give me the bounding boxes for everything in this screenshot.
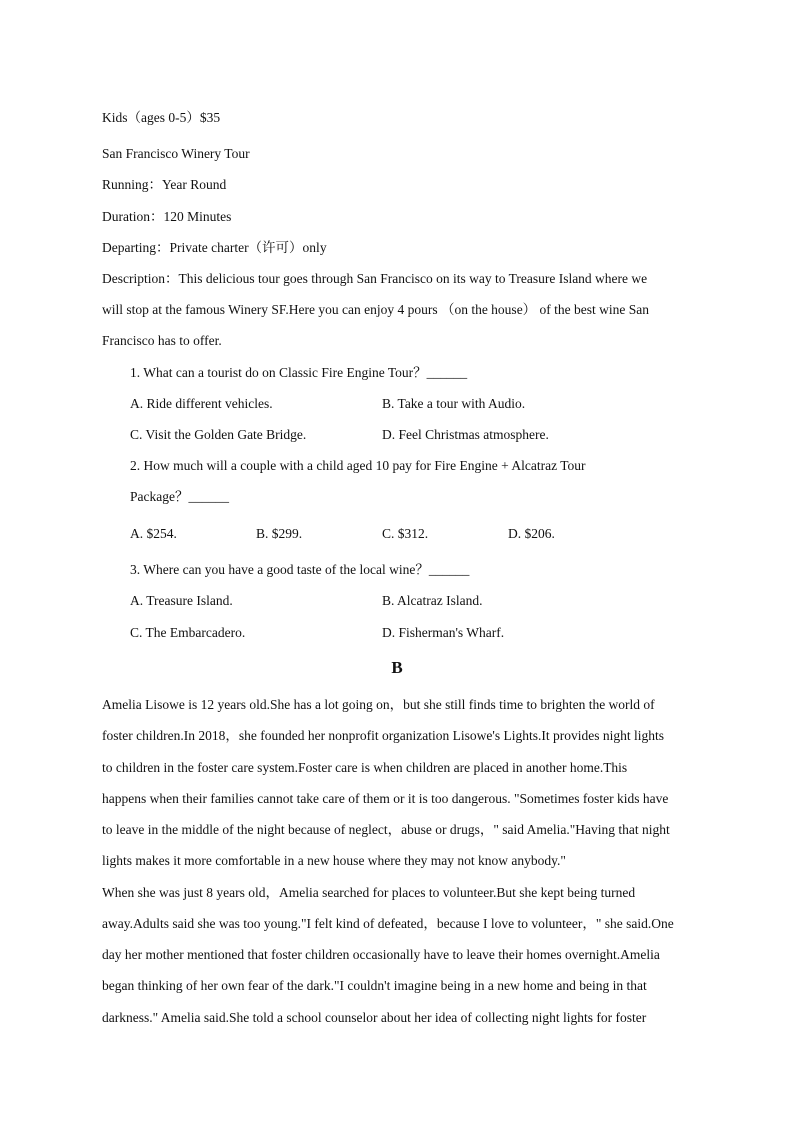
passage-line: away.Adults said she was too young."I felt kind of defeated，because I love to volunteer，" she said.One	[102, 916, 674, 931]
question-2-option-a[interactable]: A. $254.	[130, 526, 177, 541]
passage-line: Amelia Lisowe is 12 years old.She has a lot going on，but she still finds time to brighten the world of	[102, 697, 655, 712]
question-1-stem: 1. What can a tourist do on Classic Fire Engine Tour？______	[130, 365, 468, 380]
question-1-option-a[interactable]: A. Ride different vehicles.	[130, 396, 273, 411]
tour-name: San Francisco Winery Tour	[102, 146, 250, 161]
passage-line: to leave in the middle of the night because of neglect，abuse or drugs，" said Amelia."Having that night	[102, 822, 670, 837]
question-3-option-d[interactable]: D. Fisherman's Wharf.	[382, 625, 505, 640]
passage-line: lights makes it more comfortable in a new house where they may not know anybody."	[102, 853, 566, 868]
question-1-option-d[interactable]: D. Feel Christmas atmosphere.	[382, 427, 549, 442]
passage-line: darkness." Amelia said.She told a school counselor about her idea of collecting night lights for foster	[102, 1010, 647, 1025]
passage-line: to children in the foster care system.Foster care is when children are placed in another home.This	[102, 760, 628, 775]
question-3-option-a[interactable]: A. Treasure Island.	[130, 593, 233, 608]
tour-description-line: Description：This delicious tour goes through San Francisco on its way to Treasure Island where we	[102, 271, 648, 286]
passage-line: began thinking of her own fear of the dark."I couldn't imagine being in a new home and being in that	[102, 978, 647, 993]
question-3-stem: 3. Where can you have a good taste of the local wine？______	[130, 562, 470, 577]
tour-description-line: will stop at the famous Winery SF.Here you can enjoy 4 pours （on the house） of the best wine San	[102, 302, 650, 317]
passage-line: foster children.In 2018，she founded her nonprofit organization Lisowe's Lights.It provides night lights	[102, 728, 664, 743]
kids-price-line: Kids（ages 0-5）$35	[102, 110, 221, 125]
question-2-stem: Package？______	[130, 489, 229, 504]
question-1-option-b[interactable]: B. Take a tour with Audio.	[382, 396, 526, 411]
question-2-option-c[interactable]: C. $312.	[382, 526, 429, 541]
question-3-option-c[interactable]: C. The Embarcadero.	[130, 625, 246, 640]
passage-line: day her mother mentioned that foster children occasionally have to leave their homes overnight.Amelia	[102, 947, 660, 962]
tour-duration: Duration：120 Minutes	[102, 209, 232, 224]
section-b-heading: B	[391, 658, 403, 677]
question-2-option-d[interactable]: D. $206.	[508, 526, 555, 541]
question-3-option-b[interactable]: B. Alcatraz Island.	[382, 593, 483, 608]
question-1-option-c[interactable]: C. Visit the Golden Gate Bridge.	[130, 427, 307, 442]
passage-line: When she was just 8 years old，Amelia searched for places to volunteer.But she kept being turned	[102, 885, 636, 900]
question-2-option-b[interactable]: B. $299.	[256, 526, 303, 541]
tour-description-line: Francisco has to offer.	[102, 333, 222, 348]
question-2-stem: 2. How much will a couple with a child aged 10 pay for Fire Engine + Alcatraz Tour	[130, 458, 586, 473]
tour-running: Running：Year Round	[102, 177, 227, 192]
passage-line: happens when their families cannot take care of them or it is too dangerous. "Sometimes foster kids have	[102, 791, 669, 806]
tour-departing: Departing：Private charter（许可）only	[102, 240, 327, 255]
